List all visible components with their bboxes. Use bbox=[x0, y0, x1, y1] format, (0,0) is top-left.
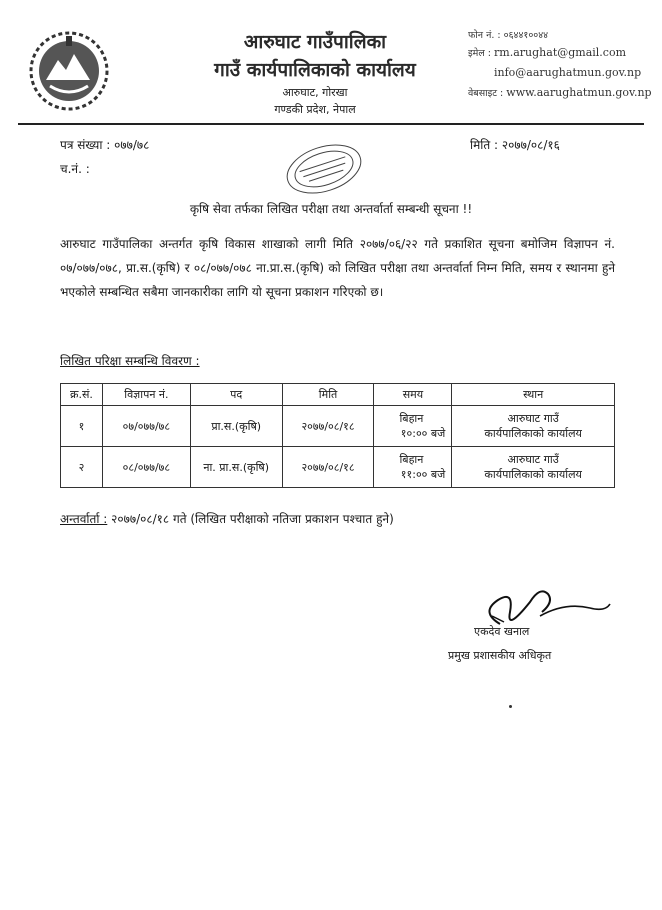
letter-date: मिति : २०७७/०८/१६ bbox=[470, 138, 560, 152]
office-address: आरुघाट, गोरखा bbox=[282, 86, 348, 99]
row-time-clock: १०:०० बजे bbox=[400, 427, 446, 440]
phone-value: ०६४४१००४४ bbox=[503, 30, 549, 41]
interview-text: २०७७/०८/१८ गते (लिखित परीक्षाको नतिजा प्रकाशन पश्चात हुने) bbox=[111, 512, 394, 526]
phone-label: फोन नं. : bbox=[468, 30, 501, 41]
row-date: २०७७/०८/१८ bbox=[282, 447, 374, 488]
email-primary[interactable]: rm.arughat@gmail.com bbox=[494, 46, 627, 59]
col-post: पद bbox=[190, 384, 282, 406]
website-value[interactable]: www.aarughatmun.gov.np bbox=[506, 86, 652, 99]
row-venue-line2: कार्यपालिकाको कार्यालय bbox=[484, 427, 582, 440]
dispatch-number: च.नं. : bbox=[60, 162, 90, 176]
emblem-logo bbox=[28, 30, 110, 112]
row-advertisement: ०७/०७७/७८ bbox=[102, 406, 190, 447]
row-advertisement: ०८/०७७/७८ bbox=[102, 447, 190, 488]
col-date: मिति bbox=[282, 384, 374, 406]
municipality-title: आरुघाट गाउँपालिका bbox=[243, 31, 387, 53]
row-venue bbox=[452, 447, 615, 488]
col-advertisement: विज्ञापन नं. bbox=[102, 384, 190, 406]
col-venue: स्थान bbox=[452, 384, 615, 406]
email-line-2 bbox=[494, 66, 641, 79]
row-time-clock: ११:०० बजे bbox=[400, 468, 446, 481]
row-time bbox=[374, 406, 452, 447]
row-sn: १ bbox=[61, 406, 103, 447]
notice-subject: कृषि सेवा तर्फका लिखित परीक्षा तथा अन्तर्वार्ता सम्बन्धी सूचना !! bbox=[189, 202, 473, 216]
row-date: २०७७/०८/१८ bbox=[282, 406, 374, 447]
row-venue-line2: कार्यपालिकाको कार्यालय bbox=[484, 468, 582, 481]
row-sn: २ bbox=[61, 447, 103, 488]
email-line bbox=[468, 46, 626, 59]
office-province: गण्डकी प्रदेश, नेपाल bbox=[274, 103, 356, 116]
row-venue bbox=[452, 406, 615, 447]
letter-number: पत्र संख्या : ०७७/७८ bbox=[60, 138, 150, 152]
website-line bbox=[468, 86, 652, 99]
office-title: गाउँ कार्यपालिकाको कार्यालय bbox=[214, 59, 416, 81]
row-post: प्रा.स.(कृषि) bbox=[190, 406, 282, 447]
row-time-period: बिहान bbox=[399, 453, 424, 466]
interview-line bbox=[60, 510, 394, 527]
row-time bbox=[374, 447, 452, 488]
col-sn: क्र.सं. bbox=[61, 384, 103, 406]
dot-mark bbox=[509, 705, 512, 708]
col-time: समय bbox=[374, 384, 452, 406]
website-label: वेबसाइट : bbox=[468, 88, 504, 99]
table-row bbox=[61, 447, 615, 488]
header-divider bbox=[18, 123, 644, 125]
email-label: इमेल : bbox=[468, 48, 492, 59]
row-post: ना. प्रा.स.(कृषि) bbox=[190, 447, 282, 488]
email-secondary[interactable]: info@aarughatmun.gov.np bbox=[494, 66, 642, 79]
signatory-title: प्रमुख प्रशासकीय अधिकृत bbox=[448, 649, 552, 662]
section-title: लिखित परिक्षा सम्बन्धि विवरण : bbox=[60, 354, 200, 368]
table-row bbox=[61, 406, 615, 447]
interview-label: अन्तर्वार्ता : bbox=[60, 512, 108, 526]
exam-schedule-table bbox=[60, 383, 615, 488]
row-venue-line1: आरुघाट गाउँ bbox=[507, 412, 559, 425]
office-stamp bbox=[282, 140, 366, 198]
signatory-name: एकदेव खनाल bbox=[474, 625, 530, 638]
row-time-period: बिहान bbox=[399, 412, 424, 425]
row-venue-line1: आरुघाट गाउँ bbox=[507, 453, 559, 466]
table-header-row bbox=[61, 384, 615, 406]
phone-line bbox=[468, 28, 548, 41]
notice-body: आरुघाट गाउँपालिका अन्तर्गत कृषि विकास शाखाको लागी मिति २०७७/०६/२२ गते प्रकाशित सूचना बमोजिम विज्ञापन नं. ०७/०७७/०७८, प्रा.स.(कृषि) र ०८/०७७/०७८ ना.प्रा.स.(कृषि) को लिखित परीक्षा तथा अन्तर्वार्ता निम्न मिति, समय र स्थानमा हुने भएकोले सम्बन्धित सबैमा जानकारीका लागि यो सूचना प्रकाशन गरिएको छ। bbox=[60, 237, 615, 299]
